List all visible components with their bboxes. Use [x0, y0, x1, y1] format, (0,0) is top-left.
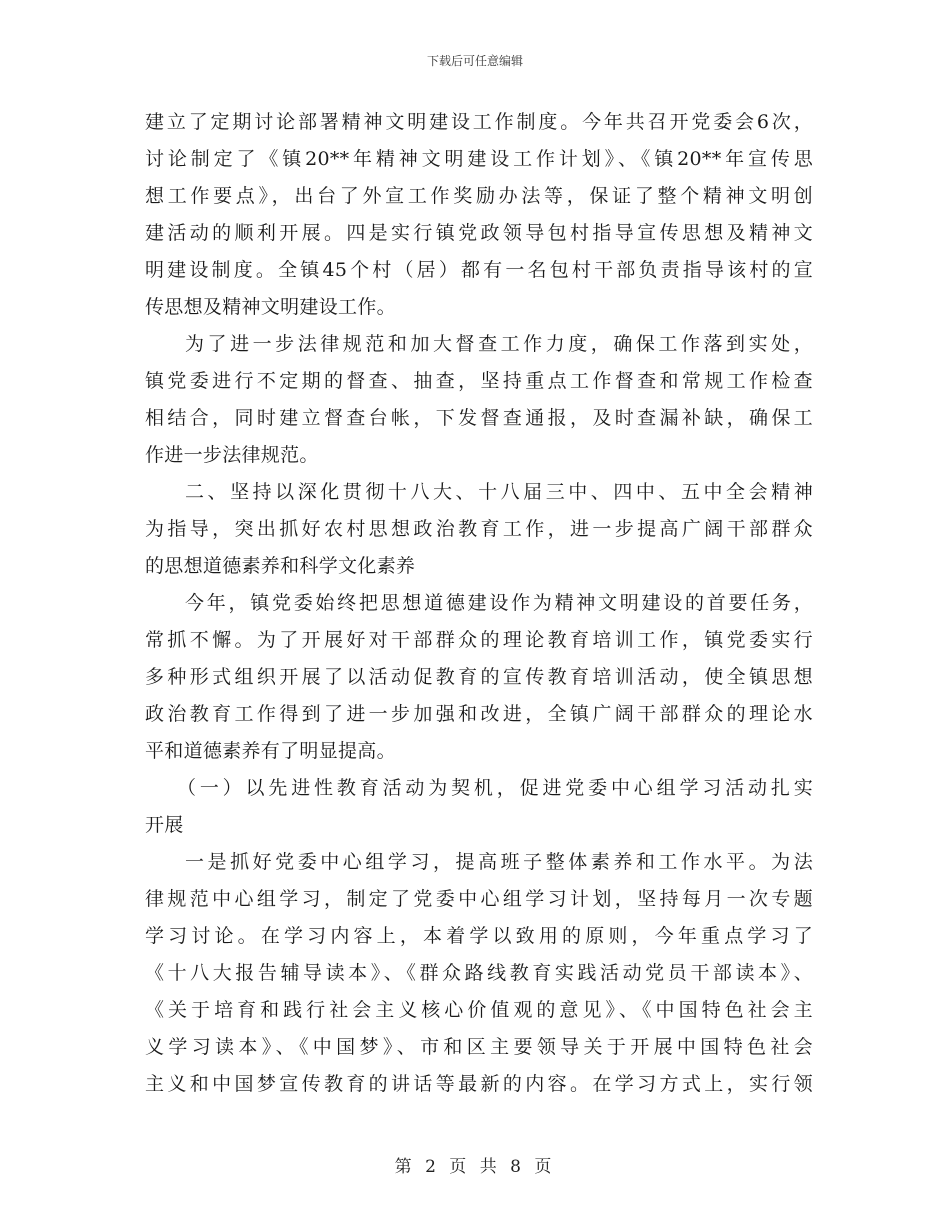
document-body: [145, 104, 813, 1103]
text-line: 建活动的顺利开展。四是实行镇党政领导包村指导宣传思想及精神文: [145, 222, 813, 244]
text-line: 一是抓好党委中心组学习，提高班子整体素养和工作水平。为法: [185, 851, 813, 873]
text-line: 学习讨论。在学习内容上，本着学以致用的原则，今年重点学习了: [145, 925, 813, 947]
page-number: 第 2 页 共 8 页: [394, 1157, 556, 1177]
text-line: 多种形式组织开展了以活动促教育的宣传教育培训活动，使全镇思想: [145, 666, 813, 688]
text-line: 开展: [145, 814, 184, 836]
text-line: 常抓不懈。为了开展好对干部群众的理论教育培训工作，镇党委实行: [145, 629, 813, 651]
text-line: 律规范中心组学习，制定了党委中心组学习计划，坚持每月一次专题: [145, 888, 813, 910]
text-line: 《关于培育和践行社会主义核心价值观的意见》、《中国特色社会主: [145, 999, 813, 1021]
text-line: 明建设制度。全镇45个村（居）都有一名包村干部负责指导该村的宣: [145, 259, 813, 281]
text-line: 《十八大报告辅导读本》、《群众路线教育实践活动党员干部读本》、: [145, 962, 813, 984]
text-line: 义学习读本》、《中国梦》、市和区主要领导关于开展中国特色社会: [145, 1036, 813, 1058]
text-line: 的思想道德素养和科学文化素养: [145, 555, 416, 577]
text-line: 传思想及精神文明建设工作。: [145, 296, 396, 318]
text-line: （一）以先进性教育活动为契机，促进党委中心组学习活动扎实: [177, 777, 813, 799]
text-line: 平和道德素养有了明显提高。: [145, 740, 396, 762]
text-line: 二、坚持以深化贯彻十八大、十八届三中、四中、五中全会精神: [185, 481, 813, 503]
text-line: 建立了定期讨论部署精神文明建设工作制度。今年共召开党委会6次，: [145, 111, 813, 133]
text-line: 作进一步法律规范。: [145, 444, 319, 466]
text-line: 想工作要点》，出台了外宣工作奖励办法等，保证了整个精神文明创: [145, 185, 813, 207]
text-line: 政治教育工作得到了进一步加强和改进，全镇广阔干部群众的理论水: [145, 703, 813, 725]
text-line: 相结合，同时建立督查台帐，下发督查通报，及时查漏补缺，确保工: [145, 407, 813, 429]
text-line: 镇党委进行不定期的督查、抽查，坚持重点工作督查和常规工作检查: [145, 370, 813, 392]
text-line: 为指导，突出抓好农村思想政治教育工作，进一步提高广阔干部群众: [145, 518, 813, 540]
text-line: 为了进一步法律规范和加大督查工作力度，确保工作落到实处，: [185, 333, 813, 355]
page-header: 下载后可任意编辑: [426, 54, 523, 68]
text-line: 讨论制定了《镇20**年精神文明建设工作计划》、《镇20**年宣传思: [145, 148, 813, 170]
text-line: 今年，镇党委始终把思想道德建设作为精神文明建设的首要任务，: [185, 592, 813, 614]
text-line: 主义和中国梦宣传教育的讲话等最新的内容。在学习方式上，实行领: [145, 1073, 813, 1095]
